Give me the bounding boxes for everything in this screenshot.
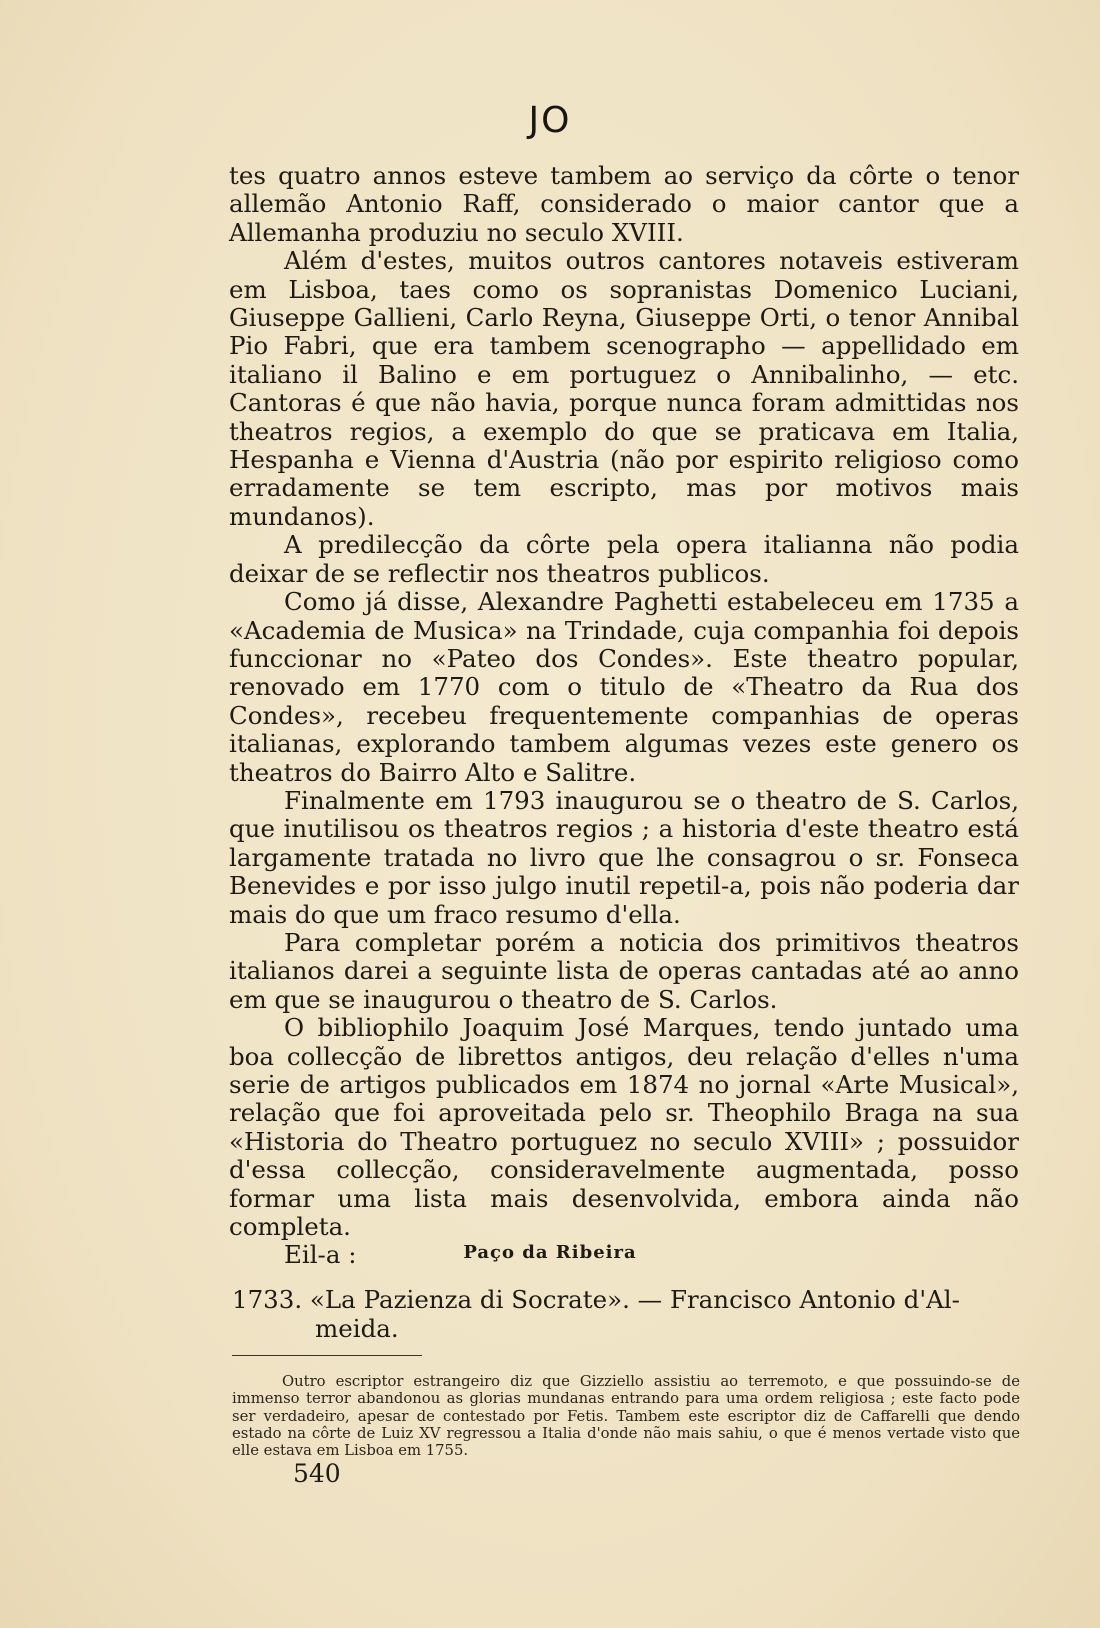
paragraph: Como já disse, Alexandre Paghetti estabeleceu em 1735 a «Academia de Musica» na Trindade, cuja companhia foi depois funccionar no «Pateo dos Condes». Este theatro popular, renovado em 1770 com o titulo de «Theatro da Rua dos Condes», recebeu frequentemente companhias de operas italianas, explorando tambem algumas vezes este genero os theatros do Bairro Alto e Salitre. [229,587,1019,787]
entry-line: 1733. «La Pazienza di Socrate». — Francisco Antonio d'Al- [232,1285,960,1314]
paragraph: Finalmente em 1793 inaugurou se o theatro de S. Carlos, que inutilisou os theatros regios ; a historia d'este theatro está largamente tratada no livro que lhe consagrou o sr. Fonseca Benevides e por isso julgo inutil repetil-a, pois não poderia dar mais do que um fraco resumo d'ella. [229,785,1019,929]
running-title: JO [528,100,572,141]
footnote-divider [232,1355,422,1356]
paragraph: A predilecção da côrte pela opera italianna não podia deixar de se reflectir nos theatros publicos. [229,530,1019,588]
list-entry [232,1285,1022,1343]
paragraph: Além d'estes, muitos outros cantores notaveis estiveram em Lisboa, taes como os sopranistas Domenico Luciani, Giuseppe Gallieni, Carlo Reyna, Giuseppe Orti, o tenor Annibal Pio Fabri, que era tambem scenographo — appellidado em italiano il Balino e em portuguez o Annibalinho, — etc. Cantoras é que não havia, porque nunca foram admittidas nos theatros regios, a exemplo do que se praticava em Italia, Hespanha e Vienna d'Austria (não por espirito religioso como erradamente se tem escripto, mas por motivos mais mundanos). [229,246,1019,531]
entry-line-continued: meida. [315,1314,399,1343]
paragraph: Eil-a : [284,1240,357,1270]
footnote: Outro escriptor estrangeiro diz que Gizziello assistiu ao terremoto, e que possuindo-se de immenso terror abandonou as glorias mundanas entrando para uma ordem religiosa ; este facto pode ser verdadeiro, apesar de contestado por Fetis. Tambem este escriptor diz de Caffarelli que dendo estado na côrte de Luiz XV regressou a Italia d'onde não mais sahiu, o que é menos vertade visto que elle estava em Lisboa em 1755. [232,1373,1020,1460]
main-text [229,162,1019,1270]
paragraph: O bibliophilo Joaquim José Marques, tendo juntado uma boa collecção de librettos antigos, deu relação d'elles n'uma serie de artigos publicados em 1874 no jornal «Arte Musical», relação que foi aproveitada pelo sr. Theophilo Braga na sua «Historia do Theatro portuguez no seculo XVIII» ; possuidor d'essa collecção, consideravelmente augmentada, posso formar uma lista mais desenvolvida, embora ainda não completa. [229,1013,1019,1242]
paragraph: Para completar porém a noticia dos primitivos theatros italianos darei a seguinte lista de operas cantadas até ao anno em que se inaugurou o theatro de S. Carlos. [229,927,1019,1014]
paragraph: tes quatro annos esteve tambem ao serviço da côrte o tenor allemão Antonio Raff, considerado o maior cantor que a Allemanha produziu no seculo XVIII. [229,161,1019,247]
section-title: Paço da Ribeira [463,1242,637,1263]
page-number: 540 [293,1459,341,1488]
